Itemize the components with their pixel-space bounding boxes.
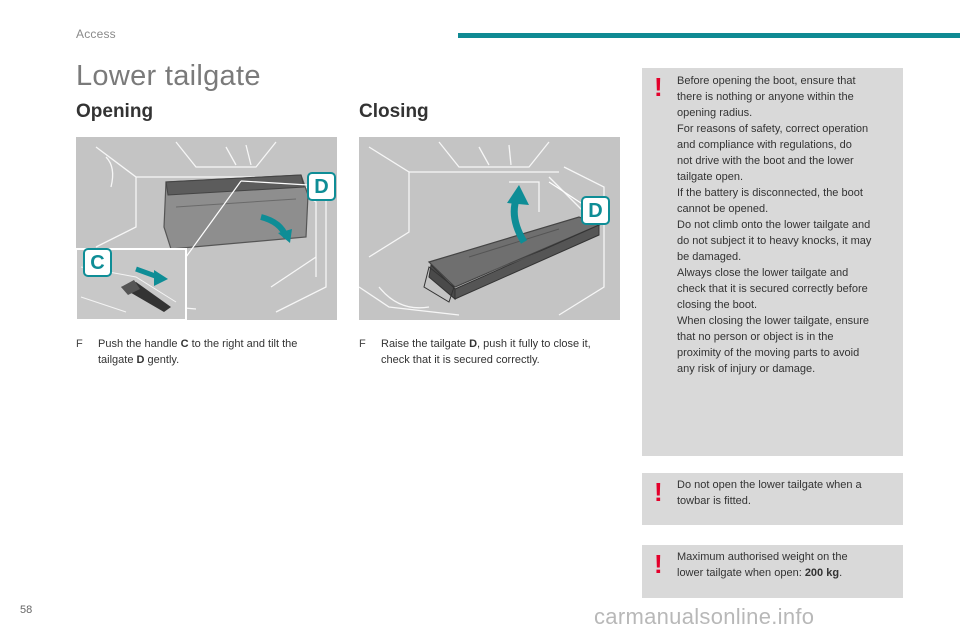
- warning-text: Before opening the boot, ensure that there is nothing or anyone within the opening radius. For reasons of safety, correct operation and compliance with regulations, do not drive with the boot and the lower tailgate open. If the battery is disconnected, the boot cannot be opened. Do not climb onto the lower tailgate and do not subject it to heavy knocks, it may be damaged. Always close the lower tailgate and check that it is secured correctly before closing the boot. When closing the lower tailgate, ensure that no person or object is in the proximity of the moving parts to avoid any risk of injury or damage.: [677, 75, 872, 375]
- step-text: , push it fully to close it,: [477, 338, 591, 350]
- step-ref-c: C: [180, 338, 189, 350]
- closing-illustration: [359, 137, 620, 320]
- step-text: check that it is secured correctly.: [381, 354, 540, 366]
- step-text: Raise the tailgate: [381, 338, 470, 350]
- closing-heading: Closing: [359, 101, 429, 122]
- label-d: D: [588, 200, 603, 222]
- warning-box-weight: [642, 545, 903, 598]
- opening-illustration: [76, 137, 337, 320]
- warning-text: Maximum authorised weight on the lower tailgate when open: 200 kg.: [677, 551, 848, 579]
- section-label: Access: [76, 27, 116, 41]
- opening-step: [76, 336, 338, 368]
- step-text: Push the handle: [98, 338, 181, 350]
- page-number: 58: [20, 604, 33, 616]
- bullet-marker: F: [359, 338, 366, 350]
- page-title: Lower tailgate: [76, 60, 261, 92]
- label-d: D: [314, 176, 329, 198]
- step-ref-d: D: [136, 354, 145, 366]
- watermark: carmanualsonline.info: [594, 604, 815, 629]
- step-text: tailgate: [98, 354, 137, 366]
- warning-box-safety: [642, 68, 903, 456]
- warning-text: Do not open the lower tailgate when a towbar is fitted.: [677, 479, 862, 507]
- step-text: gently.: [144, 354, 180, 366]
- step-text: to the right and tilt the: [188, 338, 298, 350]
- bullet-marker: F: [76, 338, 83, 350]
- closing-step: [359, 336, 621, 368]
- exclamation-icon: !: [654, 549, 663, 579]
- label-c: C: [90, 252, 105, 274]
- header-accent-bar: [458, 33, 960, 38]
- opening-heading: Opening: [76, 101, 154, 122]
- tailgate-closing-diagram: [359, 137, 620, 320]
- warning-box-towbar: [642, 473, 903, 525]
- tailgate-opening-diagram: [76, 137, 337, 320]
- exclamation-icon: !: [654, 477, 663, 507]
- step-ref-d: D: [469, 338, 478, 350]
- exclamation-icon: !: [654, 72, 663, 102]
- max-weight-value: 200 kg: [804, 567, 840, 579]
